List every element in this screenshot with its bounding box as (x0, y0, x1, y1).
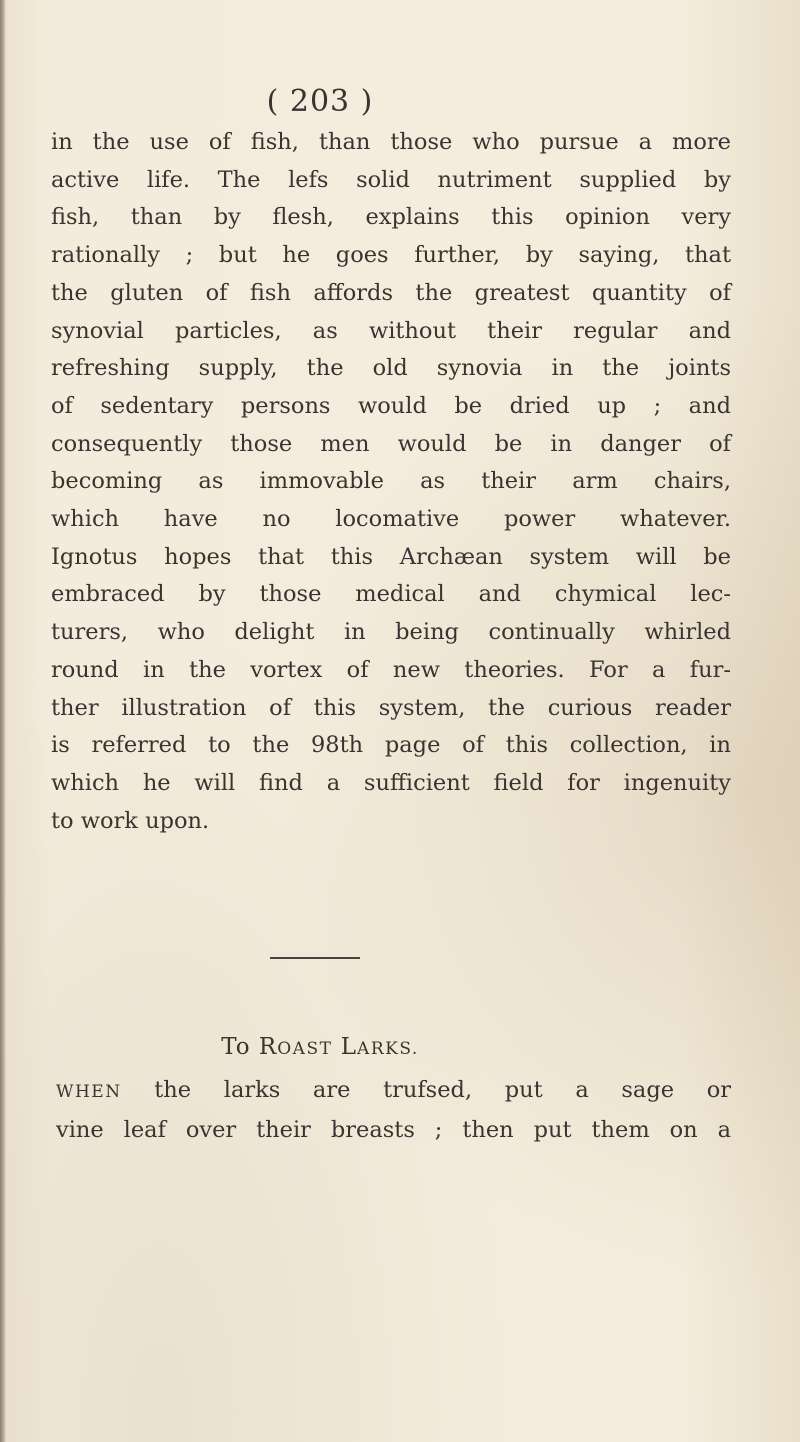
recipe-paragraph (56, 1072, 731, 1149)
text-line: in the use of fish, than those who pursue a more (51, 129, 731, 155)
text-line: becoming as immovable as their arm chairs, (51, 468, 731, 495)
heading-initial: R (258, 1034, 278, 1060)
heading-word: To (221, 1034, 251, 1060)
body-paragraph (51, 124, 731, 840)
text-line: consequently those men would be in danger of (51, 430, 731, 457)
text-line: active life. The lefs solid nutriment supplied by (51, 166, 731, 193)
text-line: is referred to the 98th page of this collection, in (51, 732, 731, 759)
page-number: ( 203 ) (266, 84, 374, 119)
text-line: to work upon. (51, 807, 210, 834)
recipe-heading (0, 1034, 640, 1060)
section-divider (270, 957, 360, 959)
text-line: vine leaf over their breasts ; then put them on a (56, 1116, 731, 1143)
text-line: synovial particles, as without their regular and (51, 317, 731, 344)
text-line: of sedentary persons would be dried up ; and (51, 392, 731, 419)
text-line: rationally ; but he goes further, by saying, that (51, 242, 731, 269)
text-line: ther illustration of this system, the curious reader (51, 694, 731, 721)
text-line: turers, who delight in being continually whirled (51, 619, 731, 646)
page-binding-edge (0, 0, 6, 1442)
text-line: refreshing supply, the old synovia in the joints (51, 355, 731, 382)
text-line: round in the vortex of new theories. For a fur- (51, 656, 731, 683)
text-line: which he will find a sufficient field for ingenuity (51, 769, 731, 796)
text-line: which have no locomative power whatever. (51, 506, 731, 533)
heading-initial: L (340, 1034, 358, 1060)
heading-smallcaps: OAST (277, 1039, 333, 1059)
text-line (56, 1072, 731, 1112)
text-line: Ignotus hopes that this Archæan system will be (51, 543, 731, 570)
text-line: embraced by those medical and chymical lec- (51, 581, 731, 608)
text-line: the gluten of fish affords the greatest quantity of (51, 279, 731, 306)
recipe-line-rest: the larks are trufsed, put a sage or (154, 1077, 732, 1103)
recipe-first-word: WHEN (56, 1082, 122, 1102)
text-line: fish, than by flesh, explains this opinion very (51, 204, 731, 231)
heading-smallcaps: ARKS. (357, 1039, 419, 1059)
